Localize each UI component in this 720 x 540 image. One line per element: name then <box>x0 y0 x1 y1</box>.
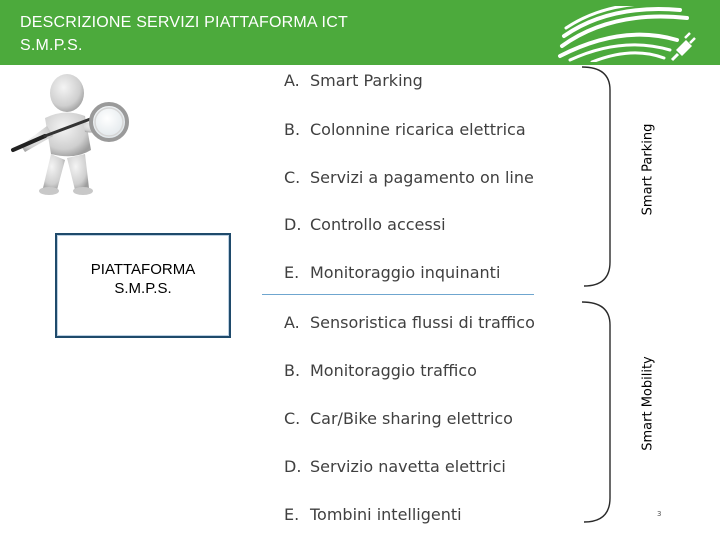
item-letter: B. <box>284 361 301 380</box>
item-text: Sensoristica flussi di traffico <box>310 313 535 332</box>
item-letter: C. <box>284 168 301 187</box>
item-letter: D. <box>284 215 302 234</box>
item-text: Controllo accessi <box>310 215 446 234</box>
platform-label-line-2: S.M.P.S. <box>114 280 172 297</box>
item-text: Monitoraggio traffico <box>310 361 477 380</box>
item-letter: C. <box>284 409 301 428</box>
item-text: Tombini intelligenti <box>310 505 462 524</box>
smart-parking-label: Smart Parking <box>640 123 656 216</box>
slide-title-line-2: S.M.P.S. <box>20 37 83 54</box>
smart-mobility-bracket <box>582 302 610 522</box>
item-letter: E. <box>284 505 300 524</box>
item-letter: A. <box>284 313 300 332</box>
page-number: 3 <box>657 510 662 518</box>
smart-parking-bracket <box>582 67 610 286</box>
platform-label-line-1: PIATTAFORMA <box>90 261 196 278</box>
item-text: Car/Bike sharing elettrico <box>310 409 513 428</box>
item-text: Colonnine ricarica elettrica <box>310 120 526 139</box>
item-text: Monitoraggio inquinanti <box>310 263 501 282</box>
item-letter: B. <box>284 120 301 139</box>
item-letter: D. <box>284 457 302 476</box>
item-letter: E. <box>284 263 300 282</box>
smart-mobility-label: Smart Mobility <box>640 356 656 451</box>
item-text: Servizio navetta elettrici <box>310 457 506 476</box>
item-text: Smart Parking <box>310 71 423 90</box>
slide-title-line-1: DESCRIZIONE SERVIZI PIATTAFORMA ICT <box>20 14 348 31</box>
item-text: Servizi a pagamento on line <box>310 168 534 187</box>
item-letter: A. <box>284 71 300 90</box>
